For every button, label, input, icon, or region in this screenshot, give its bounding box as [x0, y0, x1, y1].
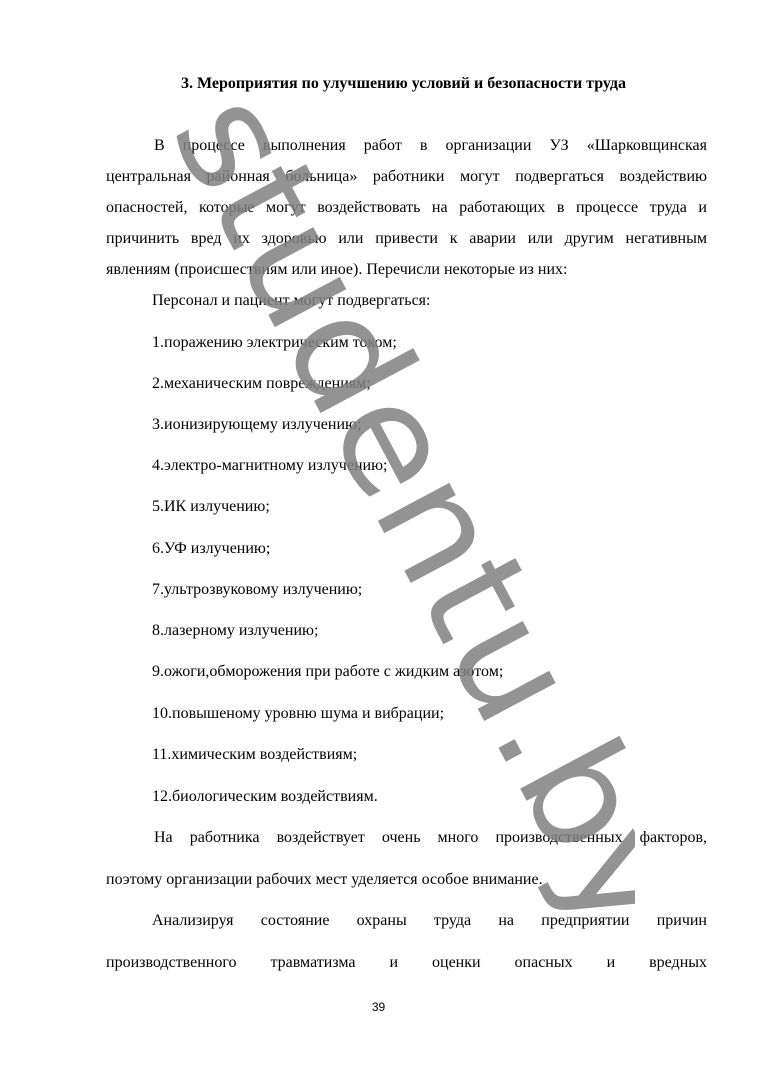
conclusion-line: На работника воздействует очень много производственных факторов,	[154, 829, 707, 846]
hazard-item: 10.повышеному уровню шума и вибрации;	[152, 705, 445, 722]
hazard-item: 8.лазерному излучению;	[152, 622, 319, 639]
hazard-item: 9.ожоги,обморожения при работе с жидким азотом;	[152, 663, 504, 680]
hazard-item: 7.ультрозвуковому излучению;	[152, 581, 363, 598]
intro-line: причинить вред их здоровью или привести к аварии или другим негативным	[106, 230, 707, 247]
analysis-line: производственного травматизма и оценки опасных и вредных	[106, 954, 707, 971]
hazard-item: 4.электро-магнитному излучению;	[152, 457, 388, 474]
hazard-item: 1.поражению электрическим током;	[152, 334, 397, 351]
intro-line: центральная районная больница» работники могут подвергаться воздействию	[106, 168, 707, 185]
analysis-line: Анализируя состояние охраны труда на предприятии причин	[152, 912, 707, 929]
intro-line: опасностей, которые могут воздействовать на работающих в процессе труда и	[106, 199, 707, 216]
intro-line: В процессе выполнения работ в организации УЗ «Шарковщинская	[154, 137, 707, 154]
hazard-item: 2.механическим повреждениям;	[152, 375, 371, 392]
hazard-item: 5.ИК излучению;	[152, 498, 270, 515]
section-heading: 3. Мероприятия по улучшению условий и безопасности труда	[181, 75, 626, 92]
hazard-item: 6.УФ излучению;	[152, 540, 271, 557]
hazard-item: 12.биологическим воздействиям.	[152, 788, 378, 805]
intro-paragraph	[106, 130, 707, 285]
list-intro: Персонал и пациент могут подвергаться:	[152, 292, 431, 309]
conclusion-line: поэтому организации рабочих мест уделяется особое внимание.	[106, 871, 543, 888]
hazard-item: 3.ионизирующему излучению;	[152, 416, 362, 433]
page-number: 39	[371, 1000, 386, 1014]
watermark-text: studentu.by	[139, 100, 635, 931]
intro-line: явлениям (происшествиям или иное). Перечисли некоторые из них:	[106, 261, 568, 278]
hazard-item: 11.химическим воздействиям;	[152, 746, 358, 763]
